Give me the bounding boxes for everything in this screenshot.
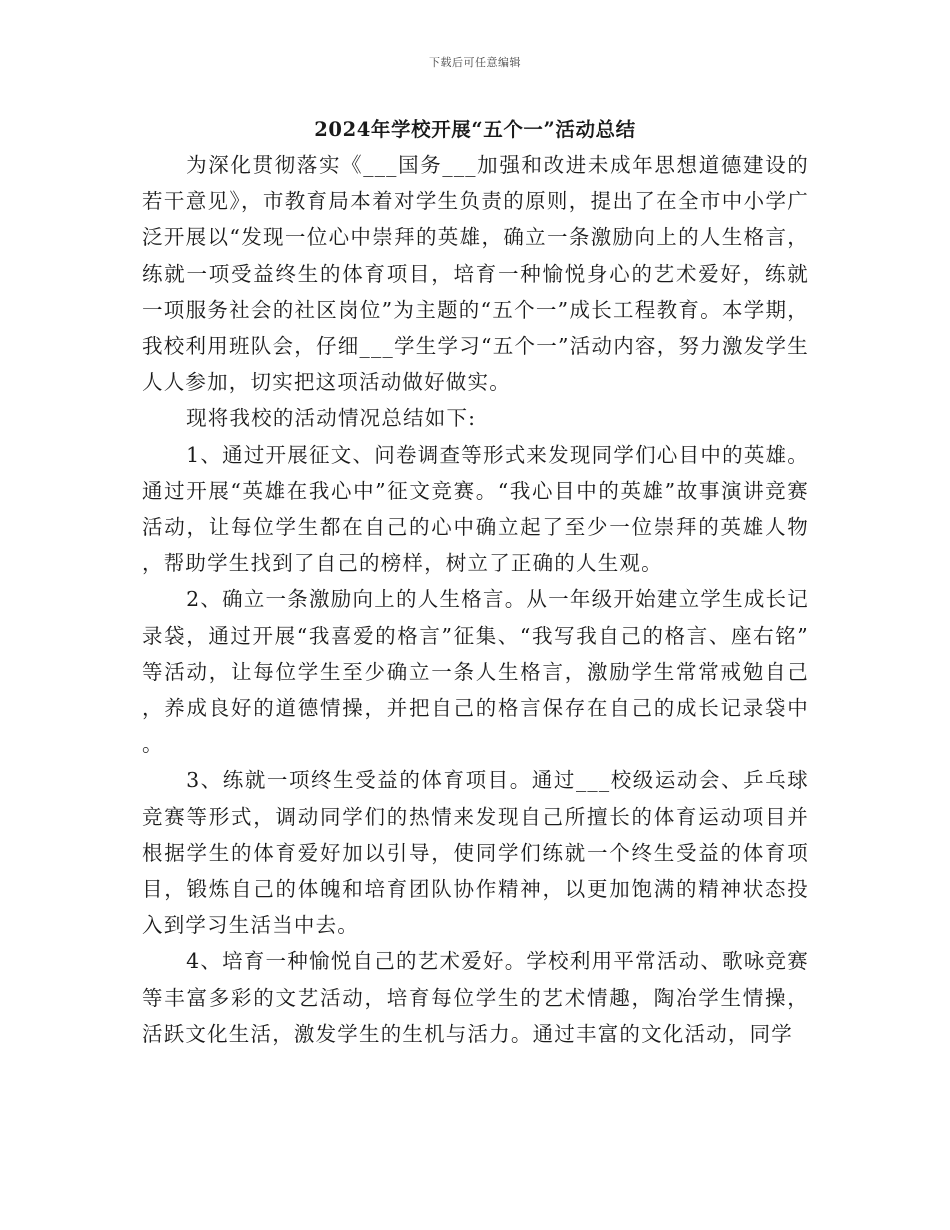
paragraph-item-2: 2、确立一条激励向上的人生格言。从一年级开始建立学生成长记录袋，通过开展“我喜爱的格言”征集、“我写我自己的格言、座右铭”等活动，让每位学生至少确立一条人生格言，激励学生常常戒勉自己，养成良好的道德情操，并把自己的格言保存在自己的成长记录袋中。	[142, 587, 809, 757]
document-title: 2024年学校开展“五个一”活动总结	[314, 118, 636, 141]
paragraph-intro: 为深化贯彻落实《___国务___加强和改进未成年思想道德建设的若干意见》，市教育局本着对学生负责的原则，提出了在全市中小学广泛开展以“发现一位心中崇拜的英雄，确立一条激励向上的人生格言，练就一项受益终生的体育项目，培育一种愉悦身心的艺术爱好，练就一项服务社会的社区岗位”为主题的“五个一”成长工程教育。本学期，我校利用班队会，仔细___学生学习“五个一”活动内容，努力激发学生人人参加，切实把这项活动做好做实。	[142, 153, 809, 395]
paragraph-item-1: 1、通过开展征文、问卷调查等形式来发现同学们心目中的英雄。通过开展“英雄在我心中”征文竞赛。“我心目中的英雄”故事演讲竞赛活动，让每位学生都在自己的心中确立起了至少一位崇拜的英雄人物，帮助学生找到了自己的榜样，树立了正确的人生观。	[142, 442, 809, 576]
paragraph-summary-lead: 现将我校的活动情况总结如下:	[186, 406, 477, 431]
header-note: 下载后可任意编辑	[429, 56, 521, 69]
paragraph-item-4: 4、培育一种愉悦自己的艺术爱好。学校利用平常活动、歌咏竞赛等丰富多彩的文艺活动，培育每位学生的艺术情趣，陶冶学生情操，活跃文化生活，激发学生的生机与活力。通过丰富的文化活动，同学	[142, 949, 809, 1046]
document-body	[142, 147, 809, 1052]
paragraph-item-3: 3、练就一项终生受益的体育项目。通过___校级运动会、乒乓球竞赛等形式，调动同学们的热情来发现自己所擅长的体育运动项目并根据学生的体育爱好加以引导，使同学们练就一个终生受益的体育项目，锻炼自己的体魄和培育团队协作精神，以更加饱满的精神状态投入到学习生活当中去。	[142, 768, 809, 938]
